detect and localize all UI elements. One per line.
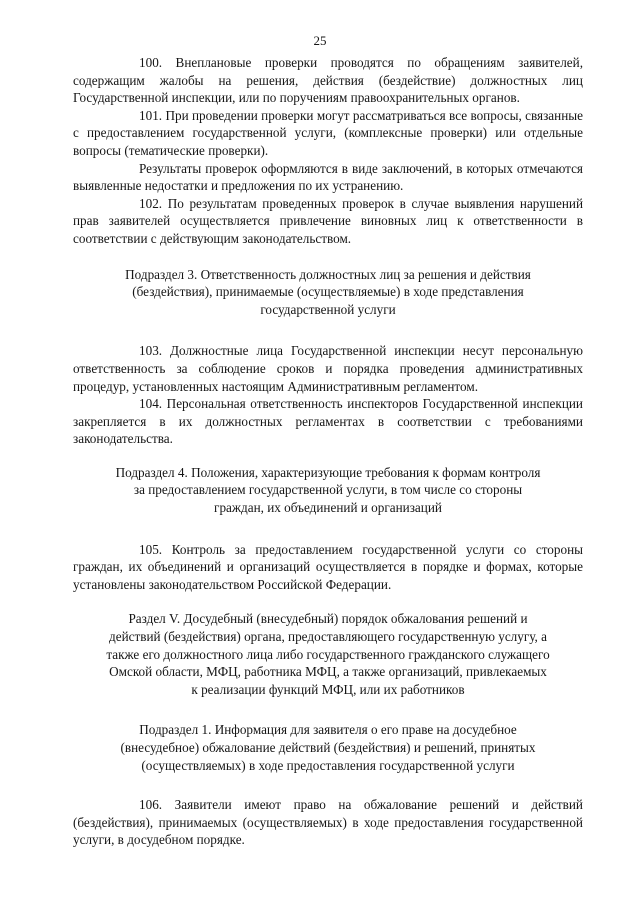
paragraph-104: 104. Персональная ответственность инспекторов Государственной инспекции закрепляется в их должностных регламентах в соответствии с требованиями законодательства. xyxy=(73,396,583,447)
heading-line: (осуществляемых) в ходе предоставления государственной услуги xyxy=(141,757,515,773)
heading-line: граждан, их объединений и организаций xyxy=(214,500,442,516)
paragraph-105: 105. Контроль за предоставлением государственной услуги со стороны граждан, их объединений и организаций осуществляется в порядке и формах, которые установлены законодательством Российской Федерации. xyxy=(73,541,583,592)
document-body xyxy=(73,54,583,849)
heading-line: Омской области, МФЦ, работника МФЦ, а также организаций, привлекаемых xyxy=(109,664,547,680)
heading-line: государственной услуги xyxy=(260,301,396,317)
subsection-3-heading xyxy=(73,266,583,319)
paragraph-103: 103. Должностные лица Государственной инспекции несут персональную ответственность за соблюдение сроков и порядка проведения административных процедур, установленных настоящим Административным регламентом. xyxy=(73,343,583,394)
subsection-1-heading xyxy=(73,721,583,774)
paragraph-101-results: Результаты проверок оформляются в виде заключений, в которых отмечаются выявленные недостатки и предложения по их устранению. xyxy=(73,160,583,194)
heading-line: также его должностного лица либо государственного гражданского служащего xyxy=(106,646,550,662)
heading-line: за предоставлением государственной услуги, в том числе со стороны xyxy=(133,482,523,498)
heading-line: Подраздел 1. Информация для заявителя о его праве на досудебное xyxy=(139,722,517,738)
subsection-4-heading xyxy=(73,464,583,517)
section-5-heading xyxy=(73,610,583,698)
paragraph-102: 102. По результатам проведенных проверок в случае выявления нарушений прав заявителей осуществляется привлечение виновных лиц к ответственности в соответствии с действующим законодательством. xyxy=(73,195,583,246)
paragraph-100: 100. Внеплановые проверки проводятся по обращениям заявителей, содержащим жалобы на решения, действия (бездействие) должностных лиц Государственной инспекции, или по поручениям правоохранительных органов. xyxy=(73,55,583,106)
page-number: 25 xyxy=(313,33,327,48)
paragraph-106: 106. Заявители имеют право на обжалование решений и действий (бездействия), принимаемых (осуществляемых) в ходе предоставления государственной услуги, в досудебном порядке. xyxy=(73,797,583,848)
heading-line: Подраздел 3. Ответственность должностных лиц за решения и действия xyxy=(125,266,531,282)
heading-line: (бездействия), принимаемые (осуществляемые) в ходе представления xyxy=(132,284,524,300)
heading-line: Раздел V. Досудебный (внесудебный) порядок обжалования решений и xyxy=(128,611,528,627)
heading-line: Подраздел 4. Положения, характеризующие требования к формам контроля xyxy=(115,464,541,480)
heading-line: к реализации функций МФЦ, или их работников xyxy=(191,681,465,697)
heading-line: действий (бездействия) органа, предоставляющего государственную услугу, а xyxy=(109,629,547,645)
paragraph-101: 101. При проведении проверки могут рассматриваться все вопросы, связанные с предоставлением государственной услуги, (комплексные проверки) или отдельные вопросы (тематические проверки). xyxy=(73,107,583,158)
heading-line: (внесудебное) обжалование действий (бездействия) и решений, принятых xyxy=(120,740,536,755)
